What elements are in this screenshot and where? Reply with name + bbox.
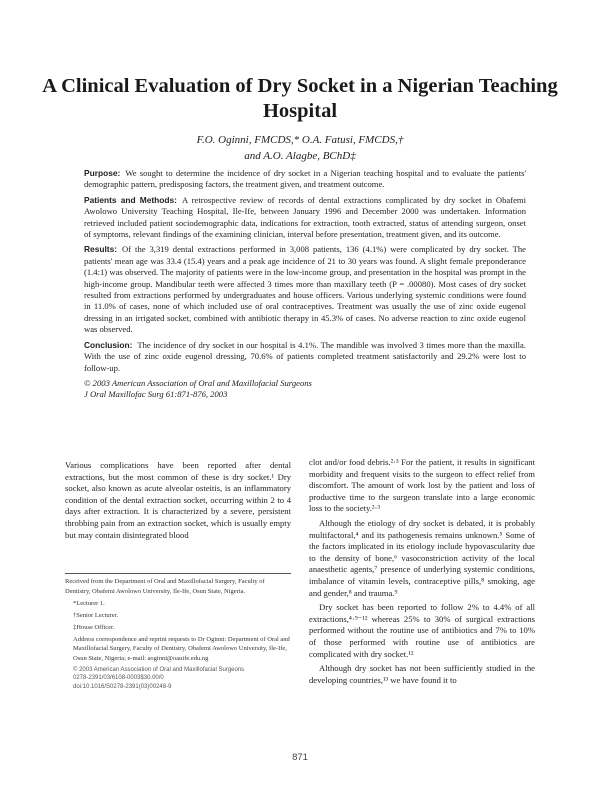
purpose-text: We sought to determine the incidence of dry socket in a Nigerian teaching hospital and to evaluate the patients' demographic pattern, predisposing factors, the treatment given, and treatment outcome.: [84, 168, 526, 190]
body-paragraph: clot and/or food debris.²·³ For the patient, it results in significant morbidity and frequent visits to the surgeon to effect relief from discomfort. The amount of work lost by the patient and loss of productive time to the surgeon translate into a large economic loss to the society.²·³: [309, 457, 535, 514]
methods-text: A retrospective review of records of dental extractions complicated by dry socket in Obafemi Awolowo University Teaching Hospital, Ile-Ife, between January 1996 and December 2000 was undertaken. Information retrieved included patient sociodemographic data, indications for extraction, tooth extracted, status of attending surgeon, onset of symptoms, relevant findings of the examining clinician, interval before presentation, treatment given, and its outcome.: [84, 194, 526, 240]
abstract-purpose: [84, 168, 526, 191]
purpose-heading: Purpose:: [84, 168, 121, 178]
footnote-1: *Lecturer 1.: [73, 599, 105, 607]
footnote-3: ‡House Officer.: [73, 623, 115, 631]
body-column-right: [309, 457, 535, 689]
footnote-issn: 0278-2391/03/6108-0003$30.00/0: [73, 675, 164, 681]
footnote-divider: [65, 573, 291, 574]
journal-citation: J Oral Maxillofac Surg 61:871-876, 2003: [84, 389, 228, 400]
results-heading: Results:: [84, 244, 118, 255]
abstract-conclusion: [84, 340, 526, 374]
results-text: Of the 3,319 dental extractions performed in 3,008 patients, 136 (4.1%) were complicated by dry socket. The patients' mean age was 33.4 (15.4) years and a peak age incidence of 21 to 30 years was found. A slight female preponderance (1.4:1) was observed. The majority of patients were in the low-income group, and presentation in the hospital was prompt in the high-income group. Mandibular teeth were affected 3 times more than maxillary teeth (P = .00080). Most cases of dry socket resulted from extractions performed by undergraduates and house officers. Various underlying systemic conditions were found in 11.0% of cases, none of which included use of oral contraceptives. Treatment was usually the use of zinc oxide eugenol dressing in an irrigated socket, combined with antibiotic therapy in 45.3% of cases. No adverse reaction to zinc oxide eugenol was observed.: [84, 244, 526, 335]
author-block: [40, 132, 560, 164]
abstract-copyright: © 2003 American Association of Oral and Maxillofacial Surgeons: [84, 377, 312, 388]
conclusion-text: The incidence of dry socket in our hospital is 4.1%. The mandible was involved 3 times more than the maxilla. With the use of zinc oxide eugenol dressing, 70.6% of patients completed treatment satisfactorily and 29.2% were lost to follow-up.: [84, 339, 526, 373]
abstract-methods: [84, 195, 526, 241]
footnote-doi: doi:10.1016/S0278-2391(03)00248-9: [73, 683, 172, 690]
methods-heading: Patients and Methods:: [84, 194, 177, 205]
body-paragraph: Various complications have been reported after dental extractions, but the most common of these is dry socket.¹ Dry socket, also known as acute alveolar osteitis, is an inflammatory condition of the dental extraction socket, occurring within 2 to 4 days after extraction. It is characterized by a severe, persistent throbbing pain from an extraction socket, which is usually empty but may contain disintegrated blood: [65, 460, 291, 540]
body-paragraph: Although dry socket has not been sufficiently studied in the developing countries,¹³ we have found it to: [309, 663, 535, 685]
abstract: [84, 168, 526, 401]
author-line-1: F.O. Oginni, FMCDS,* O.A. Fatusi, FMCDS,†: [196, 134, 404, 146]
body-paragraph: Although the etiology of dry socket is debated, it is probably multifactoral,⁴ and its pathogenesis remains unknown.⁵ Some of the factors implicated in its etiology include hypovascularity due to the density of bone,⁶ vasoconstriction activity of the local anaesthetic agents,⁷ presence of underlying systemic conditions, imbalance of vitamin levels, contraceptive pills,⁸ smoking, age and gender,⁸ and trauma.⁹: [309, 517, 535, 598]
footnote-received: Received from the Department of Oral and Maxillofacial Surgery, Faculty of Dentistry, Obafemi Awolowo University, Ile-Ife, Osun State, Nigeria.: [65, 578, 265, 595]
conclusion-heading: Conclusion:: [84, 339, 133, 350]
footnote-copyright: © 2003 American Association of Oral and Maxillofacial Surgeons: [73, 666, 245, 673]
footnotes: [65, 577, 291, 691]
body-column-left: [65, 460, 291, 544]
body-paragraph: Dry socket has been reported to follow 2% to 4.4% of all extractions,⁴·⁹⁻¹² whereas 25% to 30% of surgical extractions performed without the routine use of antibiotics and 7% to 10% of those performed with routine use of antibiotics are complicated with dry socket.¹²: [309, 602, 535, 659]
author-line-2: and A.O. Alagbe, BChD‡: [244, 150, 356, 162]
footnote-2: †Senior Lecturer.: [73, 611, 119, 619]
abstract-results: [84, 244, 526, 335]
article-title: A Clinical Evaluation of Dry Socket in a Nigerian Teaching Hospital: [42, 75, 558, 122]
footnote-address: Address correspondence and reprint requests to Dr Oginni: Department of Oral and Maxillofacial Surgery, Faculty of Dentistry, Obafemi Awolowo University, Ile-Ife, Osun State, Nigeria; e-mail: aoginni@oauife.edu.ng: [73, 635, 290, 662]
page-number: 871: [292, 752, 308, 763]
